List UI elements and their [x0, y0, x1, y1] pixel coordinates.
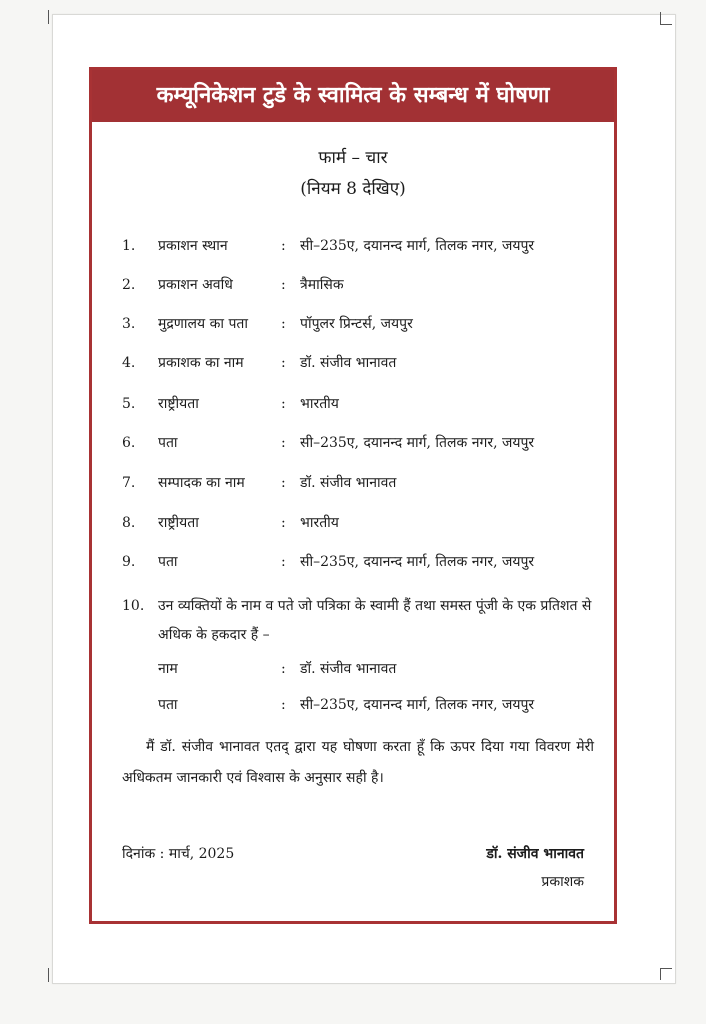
item-number: 2.	[122, 277, 136, 293]
crop-mark-bottom-left	[48, 968, 49, 982]
list-item	[122, 549, 602, 575]
owner-name-value: डॉ. संजीव भानावत	[300, 661, 397, 677]
owner-address-label: पता	[158, 697, 178, 713]
ownership-declaration-card	[89, 67, 617, 924]
item-colon: :	[281, 277, 286, 293]
declaration-date: दिनांक : मार्च, 2025	[122, 846, 235, 862]
item-colon: :	[281, 355, 286, 371]
item-number: 3.	[122, 316, 136, 332]
item-number: 10.	[122, 598, 145, 614]
item-colon: :	[281, 661, 286, 677]
owner-name-row	[122, 656, 602, 682]
item-colon: :	[281, 238, 286, 254]
item-colon: :	[281, 435, 286, 451]
crop-mark-top-left	[48, 10, 49, 24]
item-colon: :	[281, 554, 286, 570]
item-label: प्रकाशन अवधि	[158, 277, 233, 293]
item-value: डॉ. संजीव भानावत	[300, 475, 397, 491]
item-colon: :	[281, 697, 286, 713]
item-value: सी–235ए, दयानन्द मार्ग, तिलक नगर, जयपुर	[300, 435, 535, 451]
item-value: त्रैमासिक	[300, 277, 344, 293]
item-label: राष्ट्रीयता	[158, 396, 199, 412]
item-label: प्रकाशक का नाम	[158, 355, 244, 371]
list-item	[122, 430, 602, 456]
owners-item	[122, 592, 602, 650]
list-item	[122, 311, 602, 337]
list-item	[122, 272, 602, 298]
declaration-heading: कम्यूनिकेशन टुडे के स्वामित्व के सम्बन्ध में घोषणा	[92, 70, 614, 122]
item-colon: :	[281, 475, 286, 491]
item-number: 1.	[122, 238, 136, 254]
declaration-statement: मैं डॉ. संजीव भानावत एतद् द्वारा यह घोषणा करता हूँ कि ऊपर दिया गया विवरण मेरी अधिकतम जानकारी एवं विश्वास के अनुसार सही है।	[122, 739, 594, 786]
item-value: पॉपुलर प्रिन्टर्स, जयपुर	[300, 316, 413, 332]
item-number: 9.	[122, 554, 136, 570]
item-label: पता	[158, 435, 178, 451]
owner-address-value: सी–235ए, दयानन्द मार्ग, तिलक नगर, जयपुर	[300, 697, 535, 713]
crop-mark-top-right	[660, 12, 661, 24]
item-label: राष्ट्रीयता	[158, 515, 199, 531]
signatory-name: डॉ. संजीव भानावत	[486, 846, 584, 862]
item-colon: :	[281, 396, 286, 412]
owners-item-text: उन व्यक्तियों के नाम व पते जो पत्रिका के स्वामी हैं तथा समस्त पूंजी के एक प्रतिशत से अधिक के हकदार हैं –	[158, 598, 592, 643]
item-value: भारतीय	[300, 396, 339, 412]
item-number: 4.	[122, 355, 136, 371]
item-label: मुद्रणालय का पता	[158, 316, 249, 332]
item-colon: :	[281, 316, 286, 332]
owner-address-row	[122, 692, 602, 718]
list-item	[122, 470, 602, 496]
item-label: पता	[158, 554, 178, 570]
list-item	[122, 350, 602, 376]
item-colon: :	[281, 515, 286, 531]
item-number: 8.	[122, 515, 136, 531]
item-value: सी–235ए, दयानन्द मार्ग, तिलक नगर, जयपुर	[300, 238, 535, 254]
crop-mark-top-right-h	[660, 24, 672, 25]
list-item	[122, 510, 602, 536]
item-value: डॉ. संजीव भानावत	[300, 355, 397, 371]
crop-mark-bottom-right	[660, 968, 661, 980]
form-title: फार्म – चार	[318, 148, 388, 168]
item-value: भारतीय	[300, 515, 339, 531]
item-value: सी–235ए, दयानन्द मार्ग, तिलक नगर, जयपुर	[300, 554, 535, 570]
item-number: 7.	[122, 475, 136, 491]
owner-name-label: नाम	[158, 661, 178, 677]
list-item	[122, 391, 602, 417]
list-item	[122, 233, 602, 259]
form-rule-reference: (नियम 8 देखिए)	[300, 179, 406, 199]
item-number: 6.	[122, 435, 136, 451]
item-label: प्रकाशन स्थान	[158, 238, 228, 254]
crop-mark-bottom-right-h	[660, 968, 672, 969]
item-number: 5.	[122, 396, 136, 412]
item-label: सम्पादक का नाम	[158, 475, 245, 491]
signatory-role: प्रकाशक	[541, 874, 584, 890]
